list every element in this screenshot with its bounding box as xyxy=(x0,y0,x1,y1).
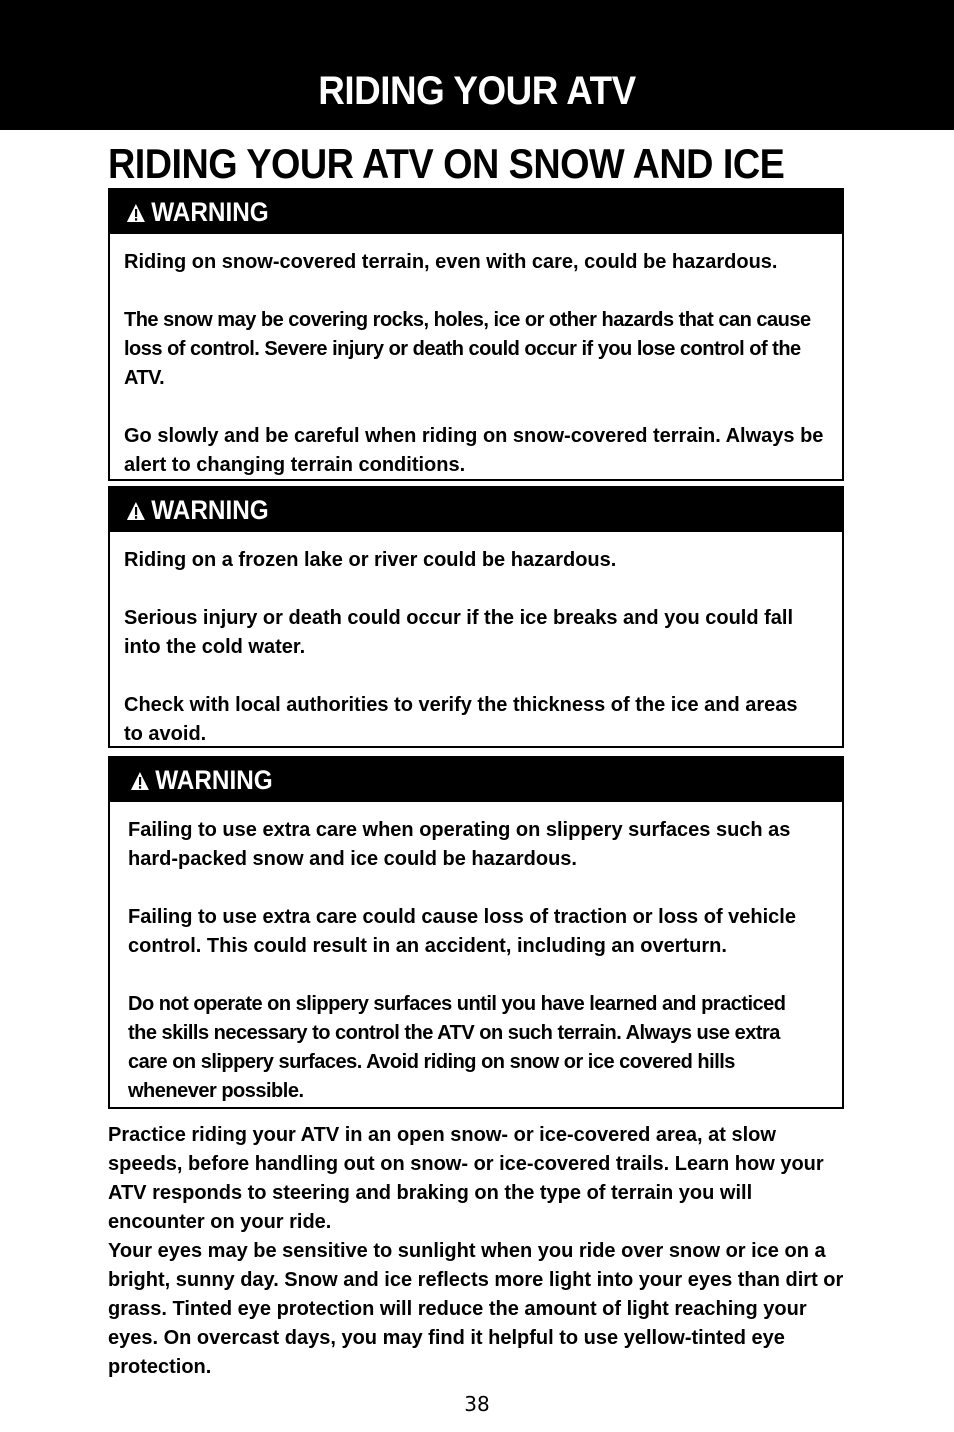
warning-body xyxy=(110,532,842,749)
warning-text: Riding on a frozen lake or river could be hazardous. xyxy=(124,549,617,571)
section-title: RIDING YOUR ATV ON SNOW AND ICE xyxy=(108,140,785,187)
warning-label: WARNING xyxy=(151,197,269,227)
page-title: RIDING YOUR ATV xyxy=(318,69,636,113)
warning-box-frozen-lake xyxy=(108,486,844,748)
warning-text: Serious injury or death could occur if the ice breaks and you could fall into the cold water. xyxy=(124,607,794,658)
body-paragraph: Practice riding your ATV in an open snow- or ice-covered area, at slow speeds, before handling out on snow- or ice-covered trails. Learn how your ATV responds to steering and braking on the type of terrain you will encounter on your ride. xyxy=(108,1124,824,1233)
warning-text: The snow may be covering rocks, holes, ice or other hazards that can cause loss of control. Severe injury or death could occur if you lose control of the ATV. xyxy=(124,309,811,389)
warning-triangle-icon xyxy=(126,501,146,521)
page-number: 38 xyxy=(464,1392,490,1416)
warning-triangle-icon xyxy=(130,771,150,791)
warning-text: Failing to use extra care when operating on slippery surfaces such as hard-packed snow and ice could be hazardous. xyxy=(128,819,791,870)
warning-box-slippery xyxy=(108,756,844,1109)
warning-header xyxy=(110,758,842,802)
warning-box-snow xyxy=(108,188,844,481)
body-text xyxy=(108,1121,852,1382)
warning-triangle-icon xyxy=(126,203,146,223)
warning-body xyxy=(110,234,842,480)
warning-text: Go slowly and be careful when riding on snow-covered terrain. Always be alert to changing terrain conditions. xyxy=(124,425,824,476)
warning-text: Do not operate on slippery surfaces until you have learned and practiced the skills necessary to control the ATV on such terrain. Always use extra care on slippery surfaces. Avoid riding on snow or ice covered hills whenever possible. xyxy=(128,993,786,1102)
warning-header xyxy=(110,488,842,532)
warning-label: WARNING xyxy=(151,495,269,525)
warning-header xyxy=(110,190,842,234)
warning-text: Check with local authorities to verify the thickness of the ice and areas to avoid. xyxy=(124,694,798,745)
body-paragraph: Your eyes may be sensitive to sunlight when you ride over snow or ice on a bright, sunny day. Snow and ice reflects more light into your eyes than dirt or grass. Tinted eye protection will reduce the amount of light reaching your eyes. On overcast days, you may find it helpful to use yellow-tinted eye protection. xyxy=(108,1240,844,1378)
warning-text: Failing to use extra care could cause loss of traction or loss of vehicle control. This could result in an accident, including an overturn. xyxy=(128,906,796,957)
page-banner xyxy=(0,0,954,130)
warning-label: WARNING xyxy=(155,765,273,795)
warning-text: Riding on snow-covered terrain, even with care, could be hazardous. xyxy=(124,251,778,273)
warning-body xyxy=(110,802,842,1106)
